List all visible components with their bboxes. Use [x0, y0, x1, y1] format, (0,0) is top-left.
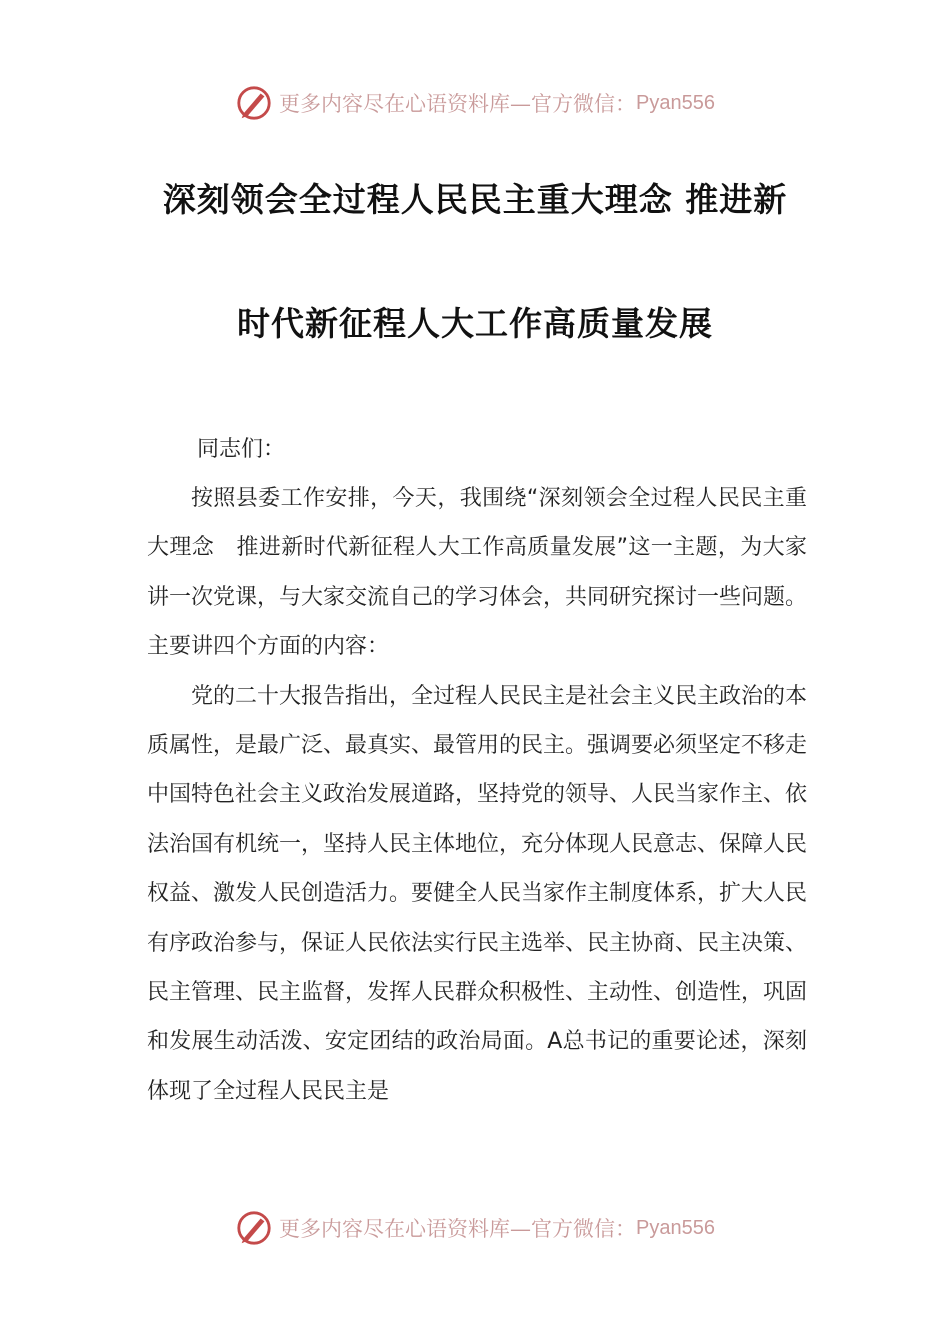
watermark-text: 更多内容尽在心语资料库—官方微信：: [279, 92, 637, 116]
pen-logo-icon: [235, 84, 273, 122]
watermark-text: 更多内容尽在心语资料库—官方微信：: [279, 1217, 637, 1241]
pen-logo-icon: [235, 1209, 273, 1247]
watermark-footer: [0, 1206, 950, 1250]
paragraph-main: 党的二十大报告指出，全过程人民民主是社会主义民主政治的本质属性，是最广泛、最真实、最管用的民主。强调要必须坚定不移走中国特色社会主义政治发展道路，坚持党的领导、人民当家作主、依法治国有机统一，坚持人民主体地位，充分体现人民意志、保障人民权益、激发人民创造活力。要健全人民当家作主制度体系，扩大人民有序政治参与，保证人民依法实行民主选举、民主协商、民主决策、民主管理、民主监督，发挥人民群众积极性、主动性、创造性，巩固和发展生动活泼、安定团结的政治局面。A总书记的重要论述，深刻体现了全过程人民民主是: [147, 683, 808, 1104]
body-text: [147, 474, 807, 1116]
watermark-wechat-id: Pyan556: [636, 91, 715, 114]
paragraph-intro: 按照县委工作安排，今天，我围绕“深刻领会全过程人民民主重大理念 推进新时代新征程人大工作高质量发展”这一主题，为大家讲一次党课，与大家交流自己的学习体会，共同研究探讨一些问题。主要讲四个方面的内容：: [147, 486, 808, 660]
document-title-line-1: 深刻领会全过程人民民主重大理念 推进新: [162, 180, 788, 219]
watermark-wechat-id: Pyan556: [636, 1216, 715, 1239]
watermark-header: [0, 81, 950, 125]
document-title-line-2: 时代新征程人大工作高质量发展: [237, 304, 713, 343]
greeting: 同志们：: [197, 437, 286, 462]
